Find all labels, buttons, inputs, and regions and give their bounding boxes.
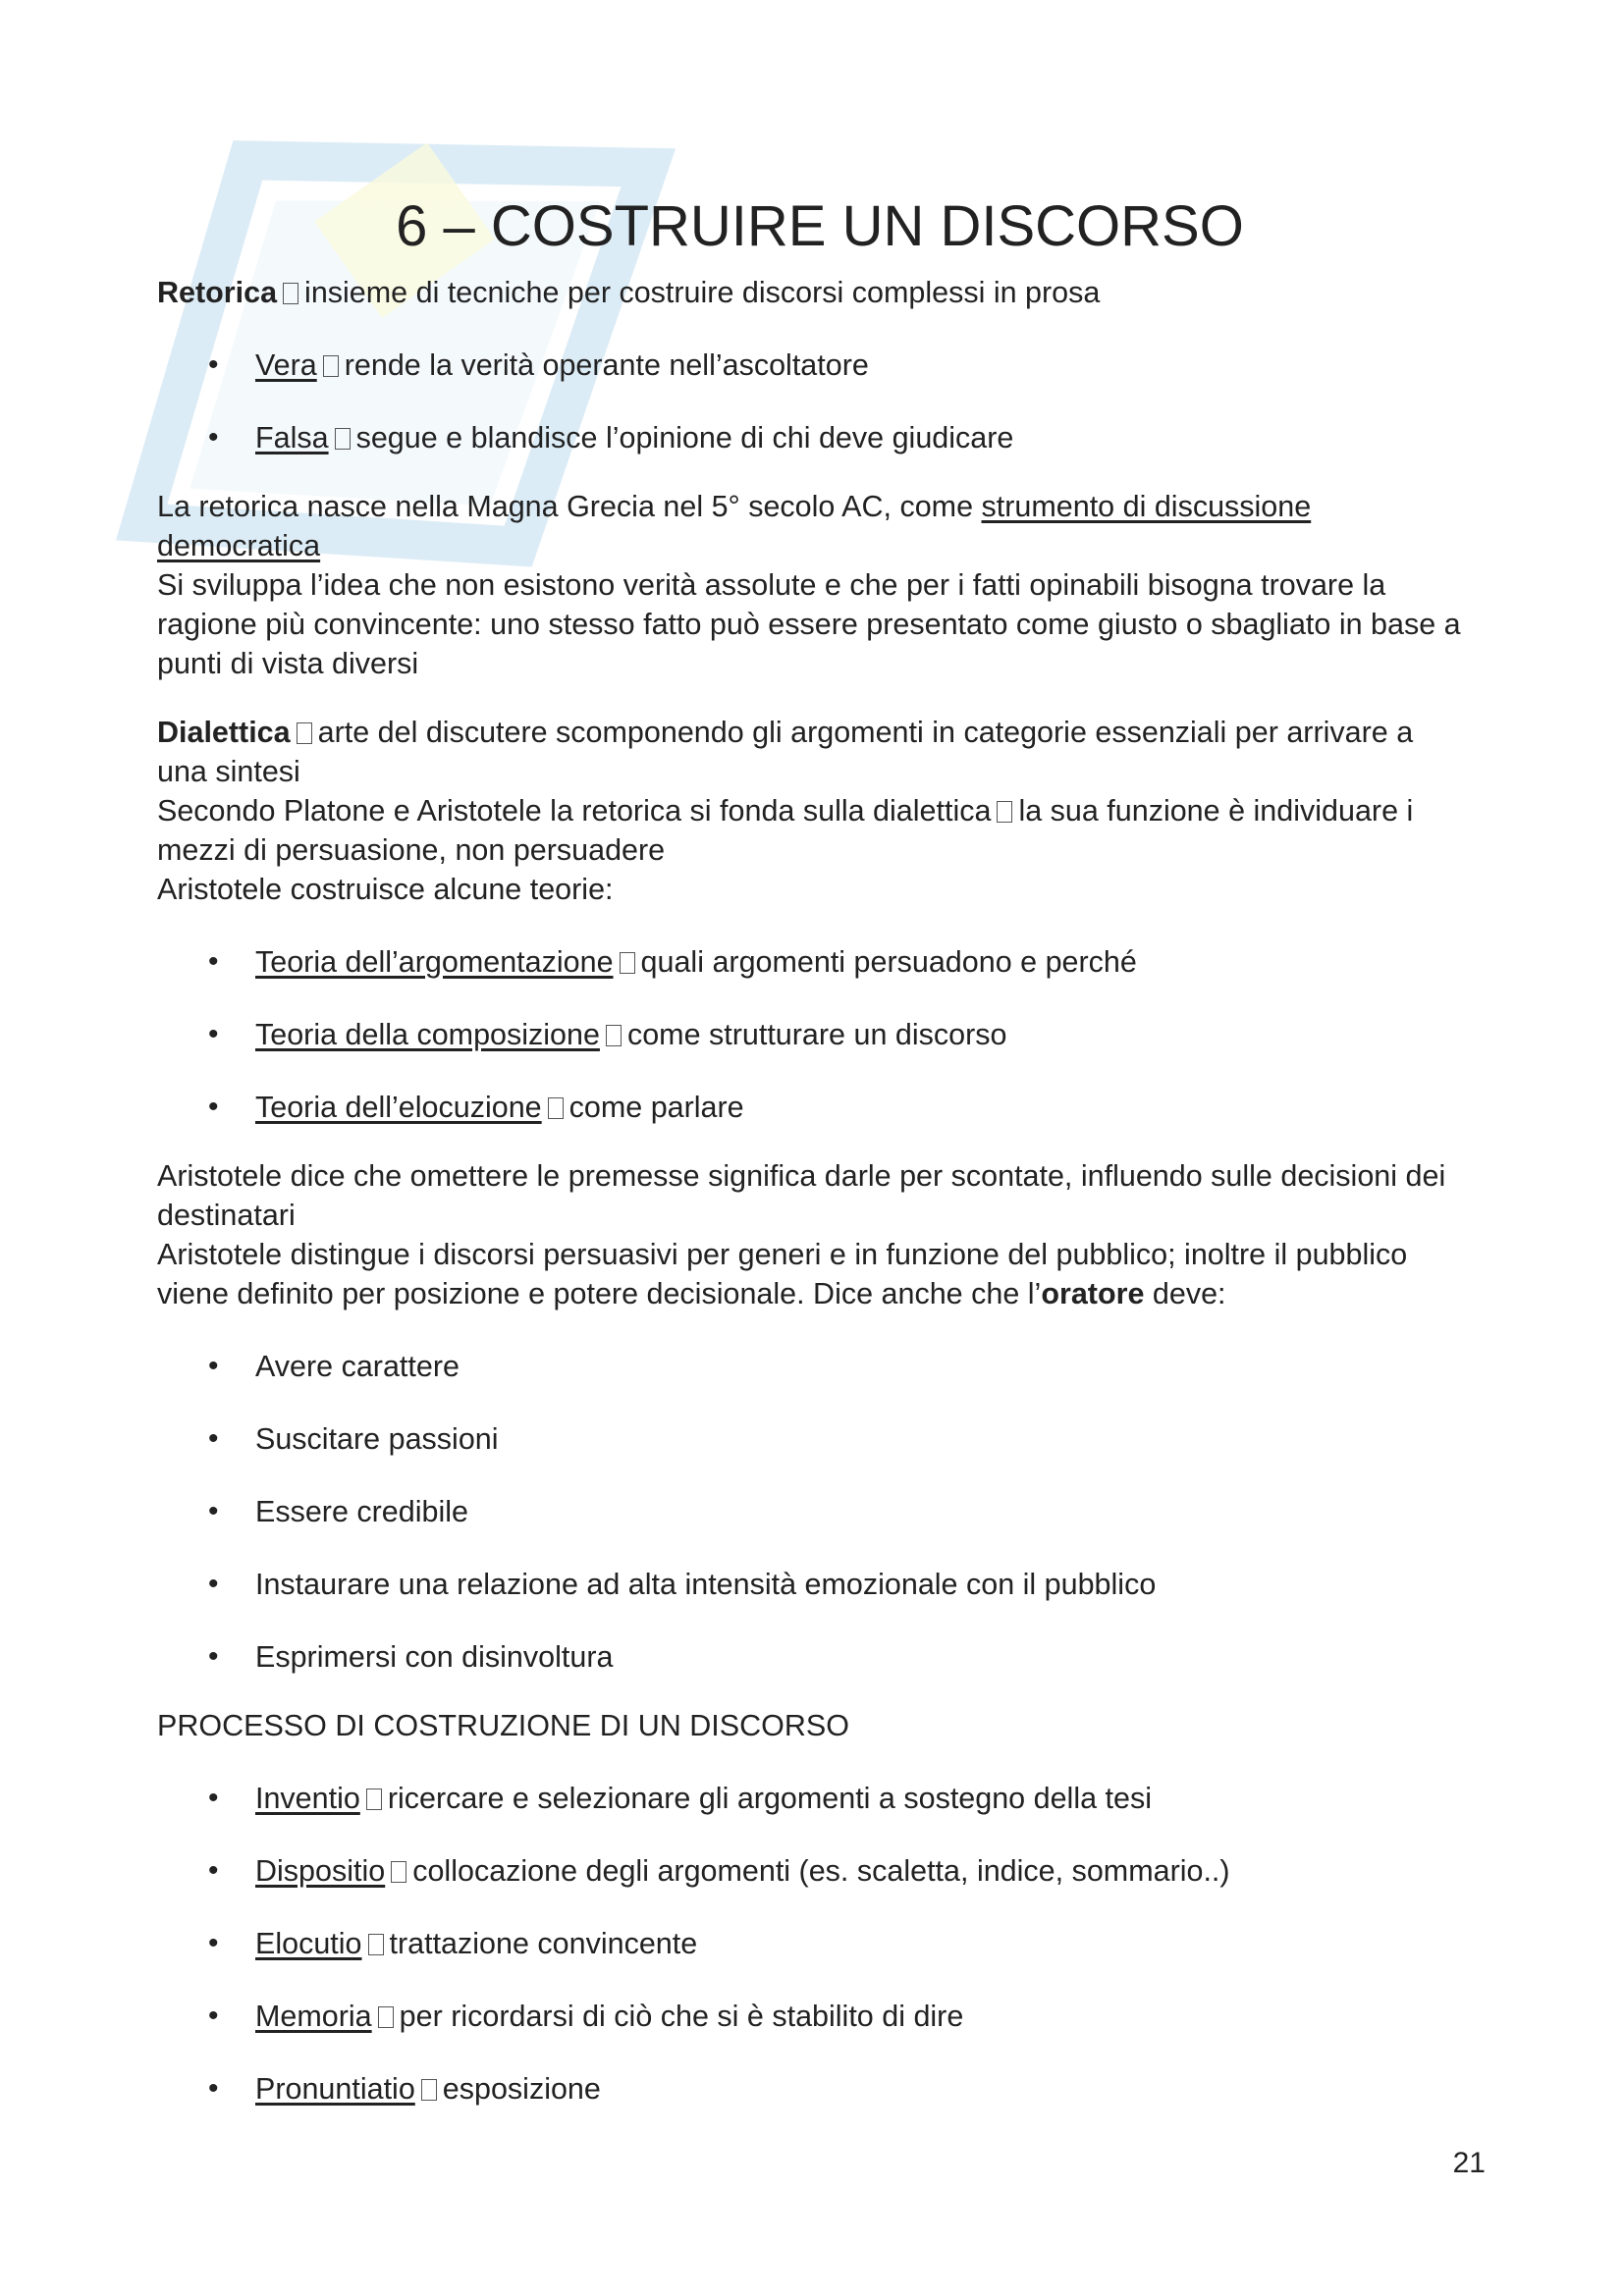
oratore-paragraph: Aristotele dice che omettere le premesse significa darle per scontate, influendo sulle decisioni dei destinatari Aristotele distingue i discorsi persuasivi per generi e in funzione del pubblico; inoltre il pubblico viene definito per posizione e potere decisionale. Dice anche che l’oratore deve: [157, 1159, 1446, 1310]
arrow-icon [606, 1025, 622, 1046]
page-number: 21 [1452, 2147, 1486, 2179]
list-item: • Inventio ricercare e selezionare gli argomenti a sostegno della tesi [157, 1779, 1483, 1818]
list-item: • Suscitare passioni [157, 1419, 1483, 1459]
retorica-definition: Retorica insieme di tecniche per costruire discorsi complessi in prosa [157, 276, 1101, 309]
arrow-icon [378, 2006, 394, 2028]
list-item: • Pronuntiatio esposizione [157, 2069, 1483, 2109]
arrow-icon [620, 952, 635, 974]
list-item: • Falsa segue e blandisce l’opinione di chi deve giudicare [157, 418, 1483, 457]
list-item: • Vera rende la verità operante nell’ascoltatore [157, 346, 1483, 385]
page-title: 6 – COSTRUIRE UN DISCORSO [396, 194, 1244, 258]
theories-list [157, 942, 1483, 1127]
arrow-icon [368, 1934, 384, 1955]
list-item: • Teoria dell’argomentazione quali argomenti persuadono e perché [157, 942, 1483, 982]
list-item: • Instaurare una relazione ad alta intensità emozionale con il pubblico [157, 1565, 1483, 1604]
arrow-icon [323, 355, 339, 377]
list-item: • Teoria dell’elocuzione come parlare [157, 1088, 1483, 1127]
list-item: • Memoria per ricordarsi di ciò che si è stabilito di dire [157, 1997, 1483, 2036]
dialettica-definition: Dialettica arte del discutere scomponendo gli argomenti in categorie essenziali per arrivare a una sintesi Secondo Platone e Aristotele la retorica si fonda sulla dialettica la sua funzione è individuare i mezzi di persuasione, non persuadere Aristotele costruisce alcune teorie: [157, 716, 1414, 906]
retorica-list [157, 346, 1483, 457]
oratore-list [157, 1347, 1483, 1677]
processo-list [157, 1779, 1483, 2109]
arrow-icon [548, 1097, 564, 1119]
list-item: • Elocutio trattazione convincente [157, 1924, 1483, 1963]
list-item: • Dispositio collocazione degli argomenti (es. scaletta, indice, sommario..) [157, 1851, 1483, 1891]
arrow-icon [297, 722, 312, 744]
arrow-icon [997, 801, 1012, 823]
page-content [157, 0, 1483, 2109]
list-item: • Teoria della composizione come strutturare un discorso [157, 1015, 1483, 1054]
list-item: • Esprimersi con disinvoltura [157, 1637, 1483, 1677]
retorica-term: Retorica [157, 276, 278, 309]
arrow-icon [366, 1789, 382, 1810]
arrow-icon [421, 2079, 437, 2101]
arrow-icon [283, 283, 298, 304]
retorica-origin: La retorica nasce nella Magna Grecia nel 5° secolo AC, come strumento di discussione democratica Si sviluppa l’idea che non esistono verità assolute e che per i fatti opinabili bisogna trovare la ragione più convincente: uno stesso fatto può essere presentato come giusto o sbagliato in base a punti di vista diversi [157, 490, 1461, 680]
processo-heading: PROCESSO DI COSTRUZIONE DI UN DISCORSO [157, 1709, 849, 1742]
arrow-icon [391, 1861, 406, 1883]
arrow-icon [335, 428, 351, 450]
list-item: • Essere credibile [157, 1492, 1483, 1531]
list-item: • Avere carattere [157, 1347, 1483, 1386]
